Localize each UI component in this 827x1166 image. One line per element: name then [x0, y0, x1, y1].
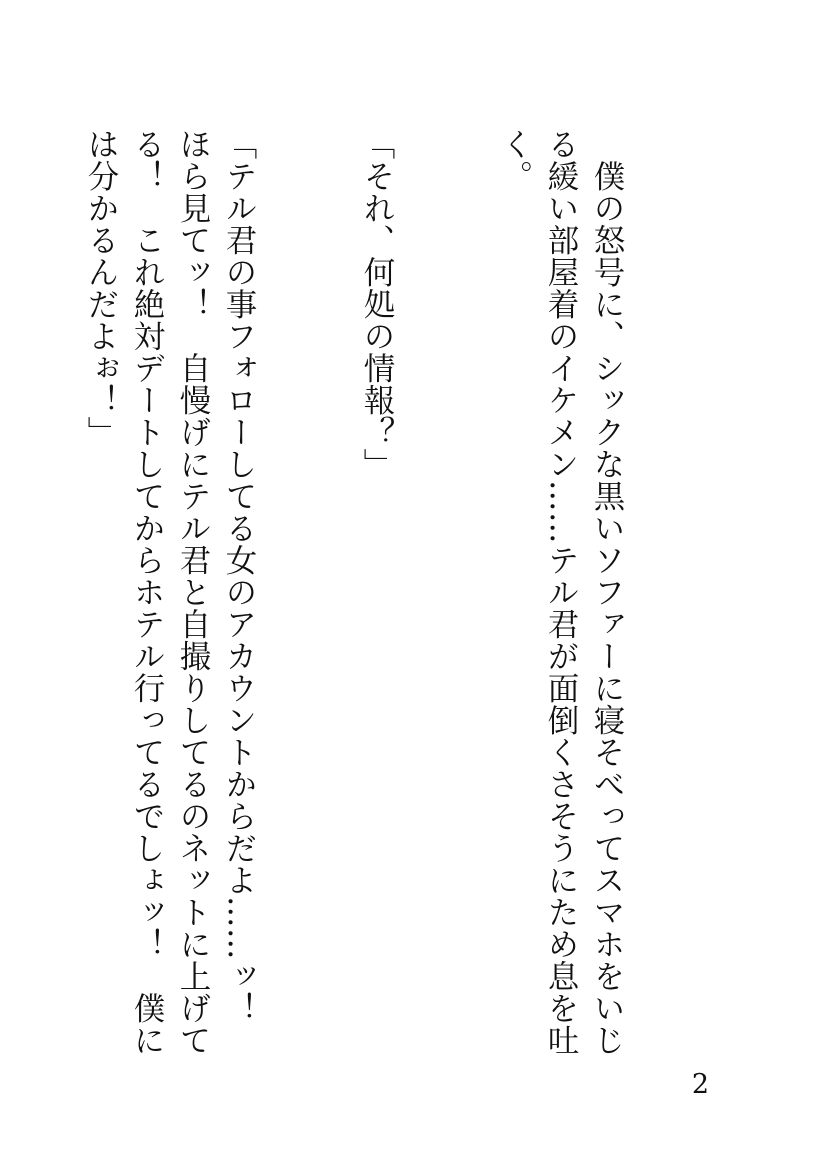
paragraph-1: 僕の怒号に、シックな黒いソファーに寝そべってスマホをいじる緩い部屋着のイケメン……テル君が面倒くさそうにため息を吐く。: [497, 128, 625, 1056]
paragraph-3: 「テル君の事フォローしてる女のアカウントからだよ……ッ！ ほら見てッ！ 自慢げにテル君と自撮りしてるのネットに上げてる！ これ絶対デートしてからホテル行ってるでしょッ！ 僕には分かるんだよぉ！」: [83, 128, 257, 1056]
page-number: 2: [691, 1069, 709, 1100]
body-text: [0, 128, 722, 1068]
paragraph-2: 「それ、何処の情報？」: [359, 128, 395, 480]
